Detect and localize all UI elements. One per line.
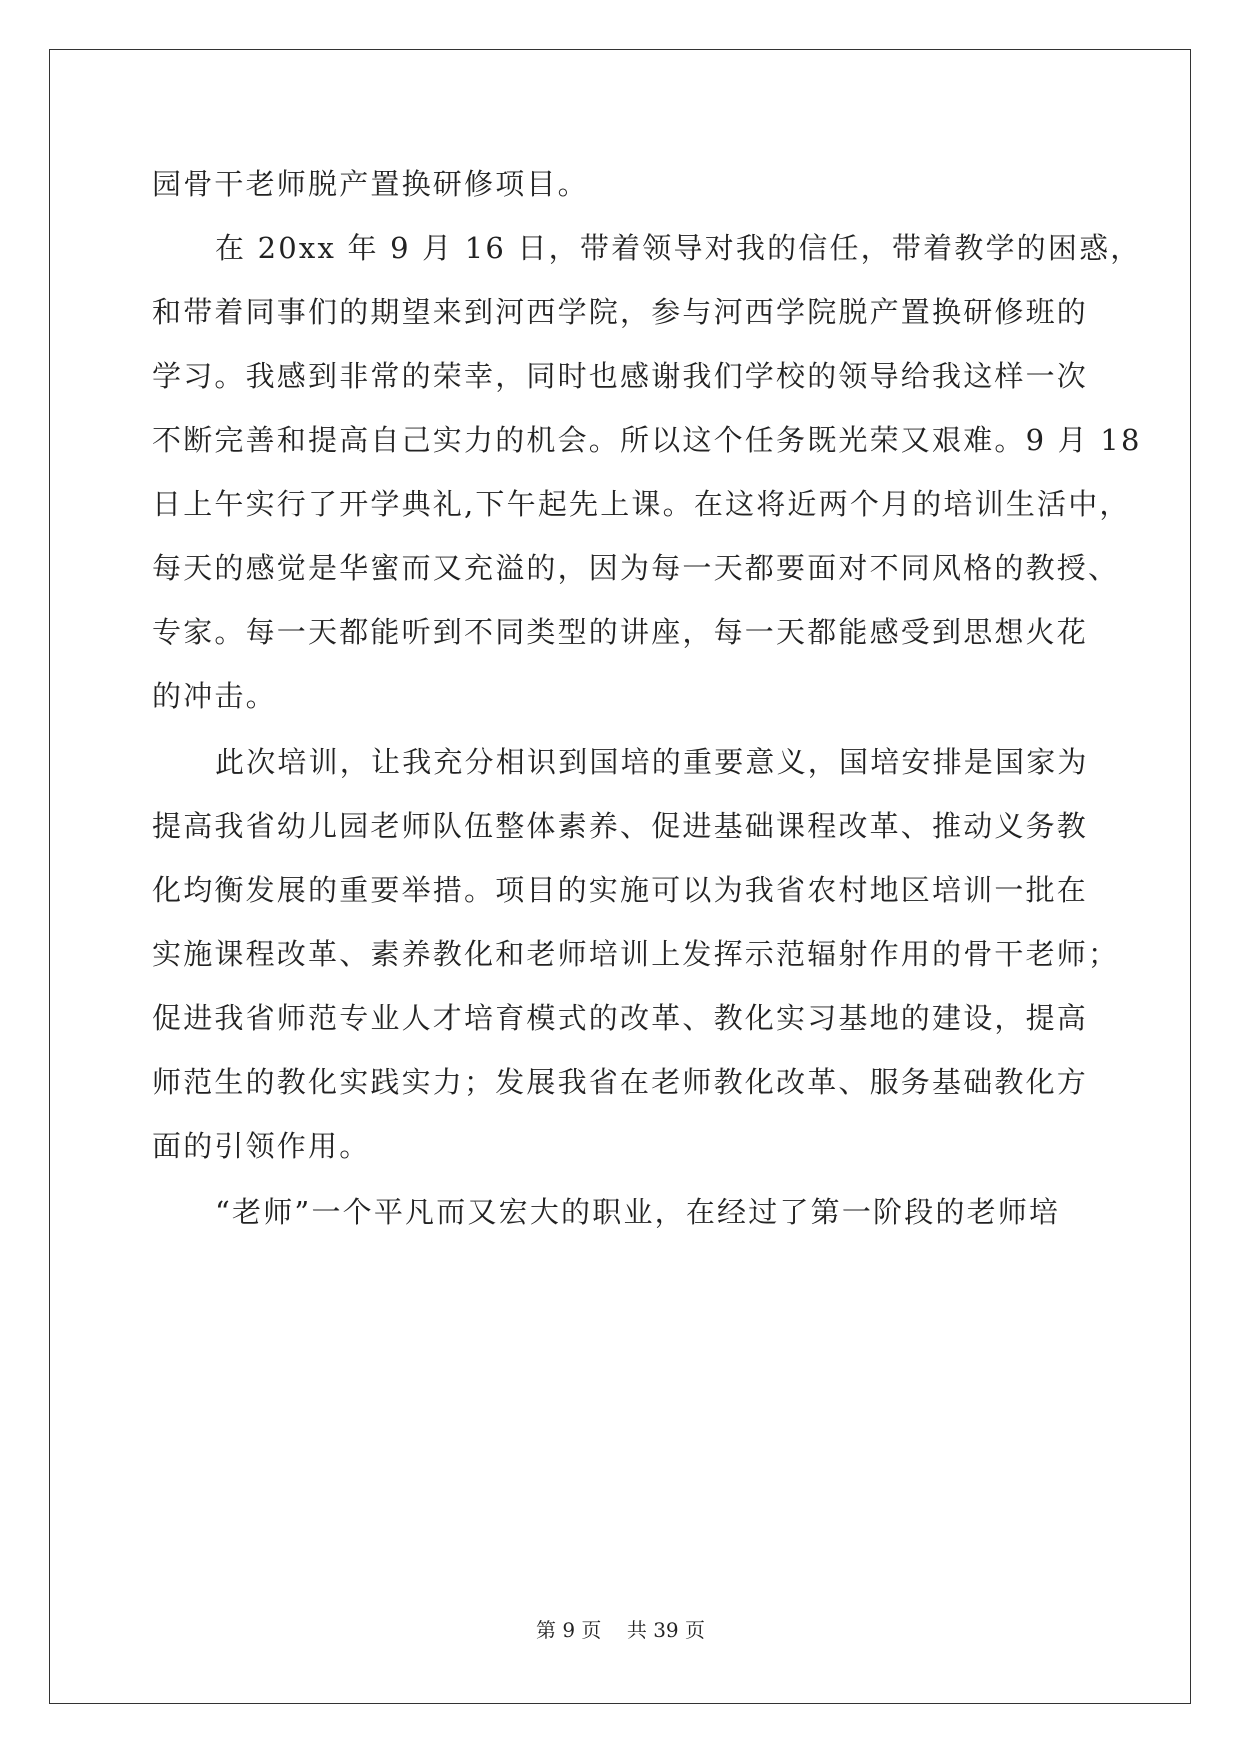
text-line: 和带着同事们的期望来到河西学院，参与河西学院脱产置换研修班的 bbox=[152, 295, 1089, 329]
text-line: 提高我省幼儿园老师队伍整体素养、促进基础课程改革、推动义务教 bbox=[152, 809, 1089, 843]
text-line: 园骨干老师脱产置换研修项目。 bbox=[152, 167, 589, 201]
text-line: 每天的感觉是华蜜而又充溢的，因为每一天都要面对不同风格的教授、 bbox=[152, 551, 1120, 585]
text-line: 此次培训，让我充分相识到国培的重要意义，国培安排是国家为 bbox=[215, 745, 1089, 779]
text-line: 学习。我感到非常的荣幸，同时也感谢我们学校的领导给我这样一次 bbox=[152, 359, 1089, 393]
text-line: 不断完善和提高自己实力的机会。所以这个任务既光荣又艰难。9 月 18 bbox=[152, 423, 1142, 457]
text-line: 在 20xx 年 9 月 16 日，带着领导对我的信任，带着教学的困惑， bbox=[215, 231, 1142, 265]
text-line: 专家。每一天都能听到不同类型的讲座，每一天都能感受到思想火花 bbox=[152, 615, 1089, 649]
text-line: 促进我省师范专业人才培育模式的改革、教化实习基地的建设，提高 bbox=[152, 1001, 1089, 1035]
text-line: 的冲击。 bbox=[152, 679, 277, 713]
page-number-footer: 第 9 页 共 39 页 bbox=[535, 1618, 706, 1642]
text-line: 面的引领作用。 bbox=[152, 1129, 371, 1163]
text-line: 日上午实行了开学典礼,下午起先上课。在这将近两个月的培训生活中， bbox=[152, 487, 1131, 521]
text-line: 化均衡发展的重要举措。项目的实施可以为我省农村地区培训一批在 bbox=[152, 873, 1089, 907]
text-line: 实施课程改革、素养教化和老师培训上发挥示范辐射作用的骨干老师； bbox=[152, 937, 1120, 971]
text-line: 师范生的教化实践实力；发展我省在老师教化改革、服务基础教化方 bbox=[152, 1065, 1089, 1099]
text-line: “老师”一个平凡而又宏大的职业，在经过了第一阶段的老师培 bbox=[215, 1195, 1061, 1229]
